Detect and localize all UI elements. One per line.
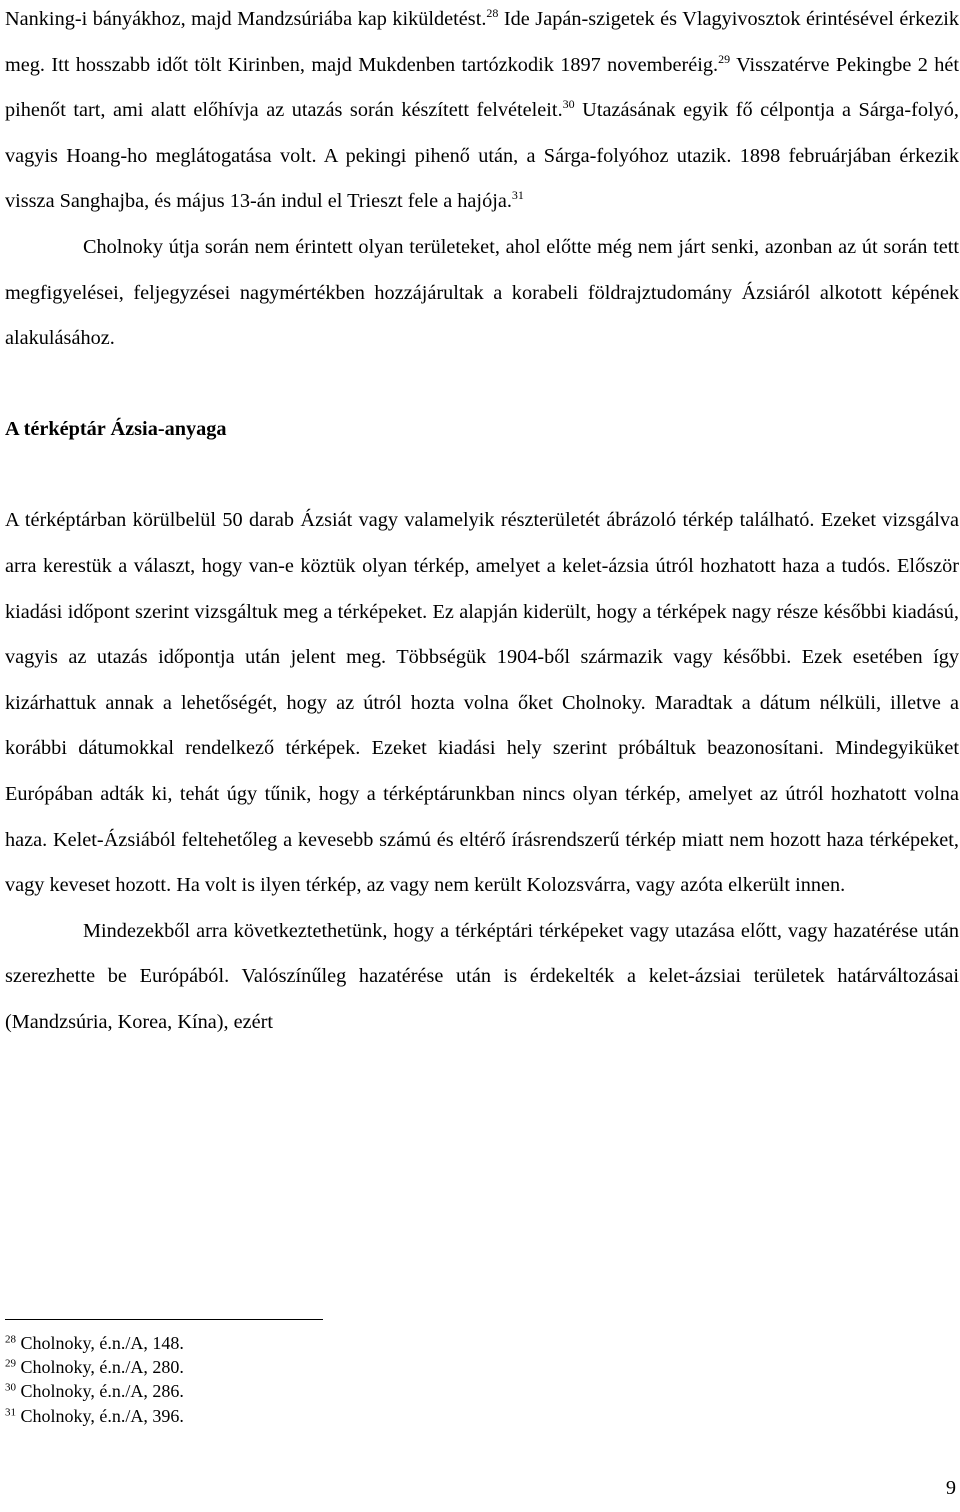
footnote-number: 31	[5, 1406, 16, 1419]
footnotes	[5, 1331, 605, 1428]
footnote-ref-29[interactable]: 29	[718, 51, 731, 66]
text-run: Visszatérve Pekingbe 2 hét pihenőt tart, ami alatt előhívja az utazás során készített felvételeit.	[5, 53, 959, 122]
document-page	[5, 0, 959, 1045]
page-number: 9	[945, 1477, 956, 1499]
footnote-text: Cholnoky, é.n./A, 280.	[16, 1357, 184, 1378]
footnote-text: Cholnoky, é.n./A, 286.	[16, 1381, 184, 1402]
footnote-ref-30[interactable]: 30	[562, 97, 575, 112]
paragraph-map-collection: A térképtárban körülbelül 50 darab Ázsiát vagy valamelyik részterületét ábrázoló térkép található. Ezeket vizsgálva arra kerestük a választ, hogy van-e köztük olyan térkép, amelyet a kelet-ázsia útról hozhatott haza a tudós. Először kiadási időpont szerint vizsgáltuk meg a térképeket. Ez alapján kiderült, hogy a térképek nagy része későbbi kiadású, vagyis az utazás időpontja után jelent meg. Többségük 1904-ből származik vagy későbbi. Ezek esetében így kizárhattuk annak a lehetőségét, hogy az útról hozta volna őket Cholnoky. Maradtak a dátum nélküli, illetve a korábbi dátumokkal rendelkező térképek. Ezeket kiadási hely szerint próbáltuk beazonosítani. Mindegyiküket Európában adták ki, tehát úgy tűnik, hogy a térképtárunkban nincs olyan térkép, amelyet az útról hozhatott volna haza. Kelet-Ázsiából feltehetőleg a kevesebb számú és eltérő írásrendszerű térkép miatt nem hozott haza térképeket, vagy keveset hozott. Ha volt is ilyen térkép, az vagy nem került Kolozsvárra, vagy azóta elkerült innen.	[5, 509, 959, 897]
footnote-ref-28[interactable]: 28	[486, 6, 499, 21]
paragraph-conclusion: Mindezekből arra következtethetünk, hogy a térképtári térképeket vagy utazása előtt, vagy hazatérése után szerezhette be Európából. Valószínűleg hazatérése után is érdekelték a kelet-ázsiai területek határváltozásai (Mandzsúria, Korea, Kína), ezért	[5, 919, 959, 1033]
section-heading: A térképtár Ázsia-anyaga	[5, 417, 227, 440]
footnote-number: 28	[5, 1333, 16, 1346]
footnote-item	[5, 1404, 605, 1428]
paragraph-observations: Cholnoky útja során nem érintett olyan területeket, ahol előtte még nem járt senki, azonban az út során tett megfigyelései, feljegyzései nagymértékben hozzájárultak a korabeli földrajztudomány Ázsiáról alkotott képének alakulásához.	[5, 235, 959, 350]
footnote-number: 29	[5, 1357, 16, 1370]
paragraph-travel	[5, 0, 959, 225]
text-run: Nanking-i bányákhoz, majd Mandzsúriába kap kiküldetést.	[5, 8, 487, 30]
footnote-item	[5, 1379, 605, 1403]
footnote-item	[5, 1355, 605, 1379]
footnote-separator	[5, 1319, 323, 1320]
footnote-item	[5, 1331, 605, 1355]
footnote-text: Cholnoky, é.n./A, 396.	[16, 1405, 184, 1426]
footnote-text: Cholnoky, é.n./A, 148.	[16, 1333, 184, 1353]
footnote-ref-31[interactable]: 31	[511, 188, 524, 203]
text-run: Utazásának egyik fő célpontja a Sárga-folyó, vagyis Hoang-ho meglátogatása volt. A pekingi pihenő után, a Sárga-folyóhoz utazik. 1898 februárjában érkezik vissza Sanghajba, és május 13-án indul el Trieszt fele a hajója.	[5, 99, 959, 213]
text-run: Ide Japán-szigetek és Vlagyivosztok érintésével érkezik meg. Itt hosszabb időt tölt Kirinben, majd Mukdenben tartózkodik 1897 novemberéig.	[5, 8, 959, 76]
footnote-number: 30	[5, 1381, 16, 1394]
